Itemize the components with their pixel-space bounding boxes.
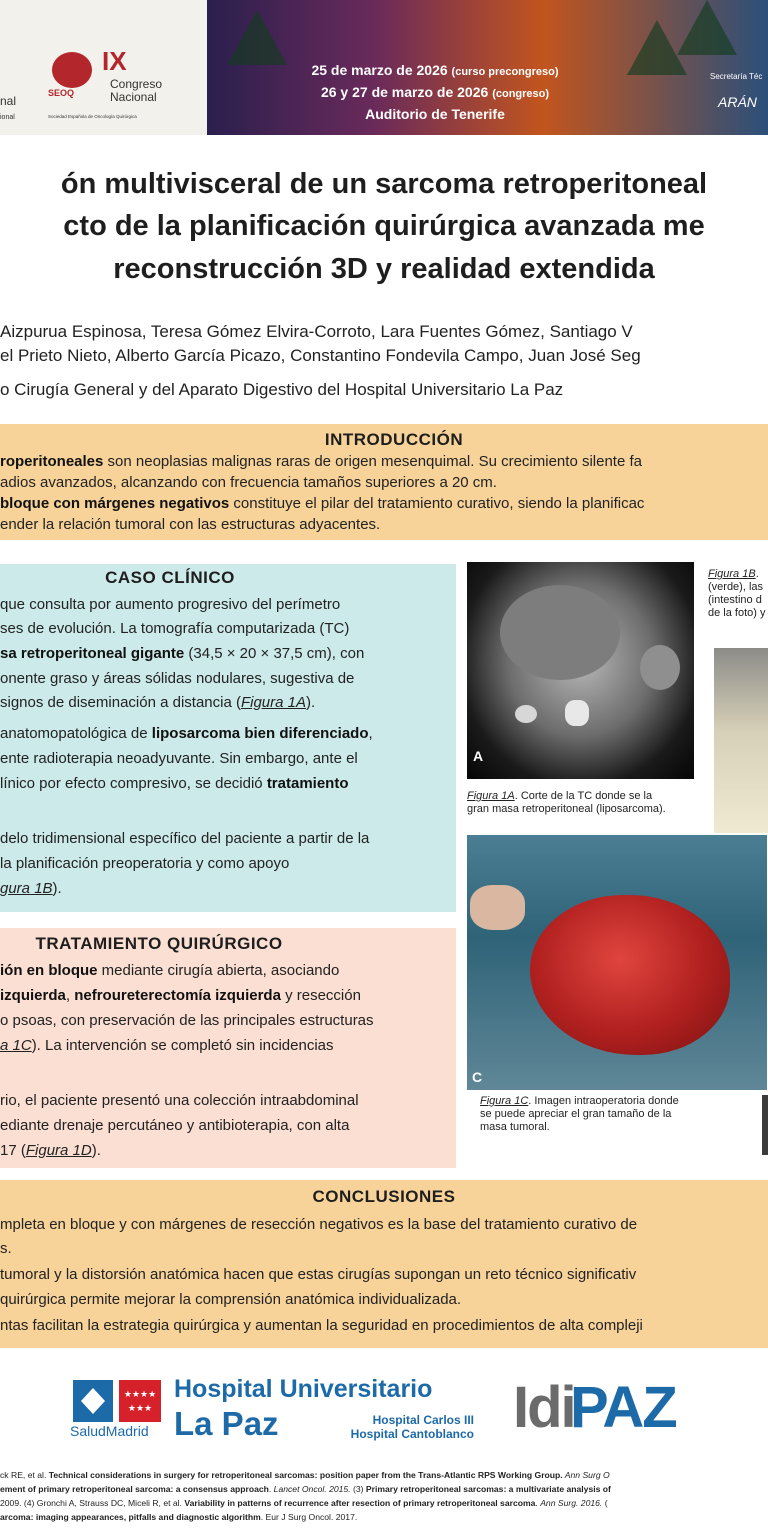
figure-1b-caption-line4: de la foto) y xyxy=(708,607,766,619)
banner-venue: Auditorio de Tenerife xyxy=(365,106,505,122)
caso-line8-bold: tratamiento xyxy=(266,775,349,792)
trat-line7-end: ). xyxy=(91,1142,101,1159)
ref4-journal: Ann Surg. 2016. xyxy=(540,1498,603,1508)
congress-label-line1: Congreso xyxy=(110,77,163,91)
trat-line7 xyxy=(0,1142,101,1159)
figure-1d-link[interactable]: Figura 1D xyxy=(25,1142,92,1159)
concl-line4: quirúrgica permite mejorar la comprensión anatómica individualizada. xyxy=(0,1291,462,1308)
caso-line8-text: línico por efecto compresivo, se decidió xyxy=(0,775,267,792)
ct-organ-shape xyxy=(640,645,680,690)
congress-edition: IX xyxy=(102,46,127,76)
ref1-title: Technical considerations in surgery for retroperitoneal sarcomas: position paper from the Trans-Atlantic RPS Working Group. xyxy=(48,1470,563,1480)
palm-decoration xyxy=(677,0,737,55)
svg-text:★★★★: ★★★★ xyxy=(123,1390,157,1400)
caso-line5 xyxy=(0,694,315,711)
caso-line4: onente graso y áreas sólidas nodulares, sugestiva de xyxy=(0,670,355,687)
ref2-journal: Lancet Oncol. 2015. xyxy=(273,1484,351,1494)
caso-line6-end: , xyxy=(368,725,373,742)
hospital-la-paz: La Paz xyxy=(174,1405,279,1442)
figure-1c-caption xyxy=(480,1095,710,1134)
figure-1c-caption-line3: masa tumoral. xyxy=(480,1121,550,1133)
salud-madrid-logo-icon xyxy=(73,1380,161,1422)
ref4-authors: 2009. (4) Gronchi A, Strauss DC, Miceli R, et al. xyxy=(0,1498,185,1508)
concl-line2: s. xyxy=(0,1240,12,1257)
aran-logo: ARÁN xyxy=(718,94,757,110)
conclusions-title: CONCLUSIONES xyxy=(312,1187,456,1206)
figure-1a-caption-ref: Figura 1A xyxy=(467,790,515,802)
figure-1b-caption-ref: Figura 1B xyxy=(708,568,756,580)
trat-line2-bold2: nefroureterectomía izquierda xyxy=(74,987,281,1004)
surgeon-hand-shape xyxy=(470,885,525,930)
figure-1a-link[interactable]: Figura 1A xyxy=(240,694,307,711)
secretaria-label: Secretaría Téc xyxy=(710,72,763,81)
idipaz-logo-idi: Idi xyxy=(513,1375,575,1440)
reference-line3 xyxy=(0,1498,608,1508)
caso-line8 xyxy=(0,775,349,792)
ct-mass-shape xyxy=(500,585,620,680)
trat-line2-bold1: izquierda xyxy=(0,987,66,1004)
caso-line3 xyxy=(0,645,364,662)
hospital-carlos-iii: Hospital Carlos III xyxy=(372,1413,474,1427)
caso-line3-bold: sa retroperitoneal gigante xyxy=(0,645,185,662)
caso-line6-bold: liposarcoma bien diferenciado xyxy=(151,725,369,742)
figure-1b-caption-line2: (verde), las xyxy=(708,581,764,593)
intro-line3-bold: bloque con márgenes negativos xyxy=(0,495,230,512)
seoq-name: SEOQ xyxy=(48,88,75,98)
caso-line3-text: (34,5 × 20 × 37,5 cm), con xyxy=(184,645,365,662)
caso-line1: que consulta por aumento progresivo del perímetro xyxy=(0,596,341,613)
reference-line4 xyxy=(0,1512,357,1522)
intro-line1 xyxy=(0,453,642,470)
poster-title-line1: ón multivisceral de un sarcoma retroperitoneal xyxy=(60,168,708,200)
affiliation: o Cirugía General y del Aparato Digestivo del Hospital Universitario La Paz xyxy=(0,380,564,399)
intro-line1-text: son neoplasias malignas raras de origen mesenquimal. Su crecimiento silente fa xyxy=(103,453,642,470)
banner-date-1 xyxy=(220,62,650,78)
figure-1b-caption-line3: (intestino d xyxy=(708,594,762,606)
trat-line2-sep: , xyxy=(65,987,75,1004)
intro-line2: adios avanzados, alcanzando con frecuencia tamaños superiores a 20 cm. xyxy=(0,474,497,491)
ref3-number: (3) xyxy=(350,1484,366,1494)
figure-1b-caption-text: . xyxy=(755,568,759,580)
concl-line3: tumoral y la distorsión anatómica hacen que estas cirugías supongan un reto técnico significativ xyxy=(0,1266,637,1283)
hospital-name: Hospital Universitario xyxy=(174,1375,433,1403)
caso-line6 xyxy=(0,725,373,742)
figure-1c-caption-line1 xyxy=(480,1095,710,1108)
ct-spine-shape xyxy=(565,700,589,726)
figure-1a-caption-line1 xyxy=(467,790,707,803)
congress-label-line2: Nacional xyxy=(110,90,157,104)
intro-line3 xyxy=(0,495,644,512)
ref5-title: arcoma: imaging appearances, pitfalls and diagnostic algorithm xyxy=(0,1512,261,1522)
introduction-title: INTRODUCCIÓN xyxy=(324,430,464,449)
idipaz-logo-paz: PAZ xyxy=(570,1375,676,1440)
ref1-authors: ck RE, et al. xyxy=(0,1470,49,1480)
trat-line1 xyxy=(0,962,339,979)
poster-title-line2: cto de la planificación quirúrgica avanzada me xyxy=(63,210,705,242)
concl-line1: mpleta en bloque y con márgenes de resección negativos es la base del tratamiento curativo de xyxy=(0,1216,638,1233)
figure-1b-link[interactable]: gura 1B xyxy=(0,880,53,897)
caso-line5-end: ). xyxy=(306,694,316,711)
figure-1c-caption-ref: Figura 1C xyxy=(480,1095,529,1107)
reference-line1 xyxy=(0,1470,610,1480)
authors-line2: el Prieto Nieto, Alberto García Picazo, Constantino Fondevila Campo, Juan José Seg xyxy=(0,346,641,365)
clinical-case-title: CASO CLÍNICO xyxy=(105,568,235,587)
banner-left-text: nal xyxy=(0,94,17,108)
banner-date-2 xyxy=(220,84,650,100)
authors-line1: Aizpurua Espinosa, Teresa Gómez Elvira-Corroto, Lara Fuentes Gómez, Santiago V xyxy=(0,322,633,341)
caso-line10: la planificación preoperatoria y como apoyo xyxy=(0,855,290,872)
date-1-note: (curso precongreso) xyxy=(451,66,559,78)
trat-line2 xyxy=(0,987,361,1004)
trat-line4 xyxy=(0,1037,334,1054)
caso-line6-text: anatomopatológica de xyxy=(0,725,152,742)
congress-label xyxy=(110,78,162,104)
ref4-title: Variability in patterns of recurrence after resection of primary retroperitoneal sarcoma xyxy=(184,1498,536,1508)
ref3-title: Primary retroperitoneal sarcomas: a multivariate analysis of xyxy=(365,1484,611,1494)
seoq-logo-icon xyxy=(52,52,92,88)
svg-text:★★★: ★★★ xyxy=(127,1404,153,1414)
caso-line11 xyxy=(0,880,62,897)
figure-1b-caption-line1 xyxy=(708,568,768,581)
date-2-note: (congreso) xyxy=(492,88,550,100)
figure-c-letter: C xyxy=(472,1069,483,1085)
palm-decoration xyxy=(227,10,287,65)
trat-line7-text: 17 ( xyxy=(0,1142,26,1159)
reference-line2 xyxy=(0,1484,611,1494)
trat-line6: ediante drenaje percutáneo y antibioterapia, con alta xyxy=(0,1117,350,1134)
date-2: 26 y 27 de marzo de 2026 xyxy=(320,84,489,100)
surgical-treatment-title: TRATAMIENTO QUIRÚRGICO xyxy=(35,934,283,953)
figure-1a-caption-line2: gran masa retroperitoneal (liposarcoma). xyxy=(467,803,666,815)
seoq-subtitle: Sociedad Española de Oncología Quirúrgica xyxy=(48,114,137,119)
date-1: 25 de marzo de 2026 xyxy=(311,62,448,78)
congress-banner xyxy=(0,0,768,135)
caso-line7: ente radioterapia neoadyuvante. Sin embargo, ante el xyxy=(0,750,358,767)
ref2-sep: . xyxy=(268,1484,274,1494)
caso-line2: ses de evolución. La tomografía computarizada (TC) xyxy=(0,620,350,637)
ref2-title: ement of primary retroperitoneal sarcoma: a consensus approach xyxy=(0,1484,269,1494)
ct-kidney-shape xyxy=(515,705,537,723)
trat-line5: rio, el paciente presentó una colección intraabdominal xyxy=(0,1092,359,1109)
figure-1c-link[interactable]: a 1C xyxy=(0,1037,32,1054)
figure-1d-image-edge xyxy=(762,1095,768,1155)
figure-1a-caption xyxy=(467,790,707,816)
figure-1c-caption-text: . Imagen intraoperatoria donde xyxy=(528,1095,679,1107)
trat-line1-text: mediante cirugía abierta, asociando xyxy=(97,962,340,979)
caso-line5-text: signos de diseminación a distancia ( xyxy=(0,694,241,711)
figure-1c-caption-line2: se puede apreciar el gran tamaño de la xyxy=(480,1108,672,1120)
caso-line9: delo tridimensional específico del paciente a partir de la xyxy=(0,830,370,847)
trat-line3: o psoas, con preservación de las principales estructuras xyxy=(0,1012,374,1029)
hospital-cantoblanco: Hospital Cantoblanco xyxy=(350,1427,474,1441)
trat-line2-text: y resección xyxy=(280,987,361,1004)
intro-line1-bold: roperitoneales xyxy=(0,453,104,470)
figure-1b-image xyxy=(714,648,768,833)
figure-1a-caption-text: . Corte de la TC donde se la xyxy=(514,790,653,802)
banner-left-subtext: ional xyxy=(0,114,15,121)
trat-line4-text: ). La intervención se completó sin incidencias xyxy=(31,1037,334,1054)
poster-title-line3: reconstrucción 3D y realidad extendida xyxy=(113,253,655,285)
concl-line5: ntas facilitan la estrategia quirúrgica y aumentan la seguridad en procedimientos de alta compleji xyxy=(0,1317,643,1334)
ref4-sep: . xyxy=(535,1498,541,1508)
ref5-start: ( xyxy=(602,1498,608,1508)
salud-madrid-label: SaludMadrid xyxy=(70,1423,149,1439)
intro-line4: ender la relación tumoral con las estructuras adyacentes. xyxy=(0,516,381,533)
caso-line11-end: ). xyxy=(52,880,62,897)
ref1-journal: Ann Surg O xyxy=(562,1470,610,1480)
figure-a-letter: A xyxy=(473,748,484,764)
ref5-journal: . Eur J Surg Oncol. 2017. xyxy=(260,1512,358,1522)
figure-1b-caption xyxy=(708,568,768,620)
trat-line1-bold: ión en bloque xyxy=(0,962,98,979)
intro-line3-text: constituye el pilar del tratamiento curativo, siendo la planificac xyxy=(229,495,645,512)
